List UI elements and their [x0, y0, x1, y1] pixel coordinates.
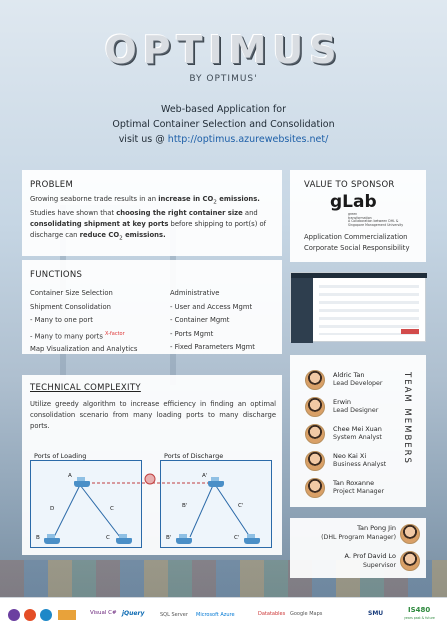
- avatar: [305, 478, 325, 498]
- glab-logo: [330, 192, 404, 228]
- smu-logo: SMU: [368, 610, 384, 617]
- function-item: Shipment Consolidation: [30, 302, 111, 311]
- tech-logo-icon: [40, 609, 52, 621]
- glab-caption-line: transformation: [348, 215, 372, 220]
- function-item: - Many to many ports: [30, 331, 103, 340]
- xfactor-badge: X-factor: [105, 330, 125, 337]
- node-label-b-prime-mid: B': [182, 503, 188, 509]
- azure-logo: Microsoft Azure: [196, 612, 235, 618]
- problem-emphasis-4: reduce CO: [79, 231, 120, 240]
- problem-emphasis-2: choosing the right container size: [116, 209, 243, 218]
- headline-line-1: Web-based Application for: [161, 104, 286, 115]
- member-role: System Analyst: [333, 434, 382, 441]
- co2-subscript: 2: [213, 199, 217, 206]
- team-members-title: TEAM MEMBERS: [402, 372, 412, 465]
- tech-logo-icon: [8, 609, 20, 621]
- glab-caption-line: green: [348, 212, 358, 216]
- problem-text-2c: and: [242, 209, 258, 218]
- function-item: - Many to one port: [30, 316, 93, 324]
- avatar: [305, 370, 325, 390]
- function-item: - Ports Mgmt: [170, 329, 214, 338]
- supervisor: [296, 552, 396, 569]
- visual-csharp-logo: Visual C#: [90, 610, 117, 616]
- jquery-logo: jQuery: [122, 610, 145, 617]
- app-screenshot: [290, 272, 426, 342]
- node-label-c: C: [106, 535, 110, 541]
- tech-logo-icon: [24, 609, 36, 621]
- function-item: Administrative: [170, 289, 220, 297]
- supervisor-role: Supervisor: [362, 562, 396, 569]
- loading-label: Ports of Loading: [34, 452, 87, 460]
- problem-emphasis-4b: emissions.: [122, 231, 166, 240]
- function-item: Container Size Selection: [30, 289, 113, 297]
- glab-caption-line: Singapore Management University: [348, 222, 404, 227]
- function-item: - Container Mgmt: [170, 316, 230, 324]
- functions-right-column: [170, 287, 255, 355]
- node-label-b: B: [36, 535, 40, 541]
- member-role: Lead Developer: [333, 380, 383, 387]
- supervisor-role: (DHL Program Manager): [321, 534, 396, 541]
- supervisor-name: Tan Pong Jin: [357, 524, 396, 532]
- problem-text-4: discharge can: [30, 231, 80, 240]
- is480-logo: IS480: [408, 606, 431, 614]
- node-label-a-prime: A': [202, 473, 208, 479]
- problem-emphasis-3: consolidating shipment at key ports: [30, 220, 169, 229]
- problem-text: [30, 194, 280, 245]
- glab-caption: [348, 213, 408, 227]
- discharge-label: Ports of Discharge: [164, 452, 224, 460]
- ship-icon: [116, 538, 132, 544]
- node-label-c-mid: C: [110, 506, 114, 512]
- member-name: Tan Roxanne: [333, 479, 375, 487]
- problem-panel: [22, 170, 282, 256]
- google-maps-logo: Google Maps: [290, 611, 323, 617]
- node-label-a: A: [68, 473, 72, 479]
- glab-wordmark: gLab: [330, 192, 377, 212]
- glab-caption-line: A Collaboration between DHL &: [348, 219, 399, 224]
- function-item: - User and Access Mgmt: [170, 302, 253, 311]
- sponsor-value: Corporate Social Responsibility: [304, 244, 410, 252]
- functions-panel: [22, 260, 282, 354]
- datatables-logo: Datatables: [258, 611, 286, 617]
- tech-logo-icon: [58, 610, 76, 620]
- function-item: - Fixed Parameters Mgmt: [170, 343, 255, 351]
- node-label-c-prime-mid: C': [238, 503, 244, 509]
- member-role: Business Analyst: [333, 461, 387, 468]
- supervisor: [296, 524, 396, 541]
- avatar: [305, 424, 325, 444]
- logo-wordmark: OPTIMUS: [104, 28, 343, 72]
- complexity-text: Utilize greedy algorithm to increase efficiency in finding an optimal consolidation scenario from many loading ports to many discharge ports.: [30, 400, 276, 430]
- sponsor-value: Application Commercialization: [304, 233, 408, 241]
- function-item-with-badge: [30, 328, 137, 344]
- sponsor-values: [304, 232, 409, 254]
- footer-logo-strip: [0, 597, 447, 634]
- node-label-c-prime: C': [234, 535, 240, 541]
- sponsor-title: VALUE TO SPONSOR: [304, 180, 395, 190]
- avatar: [305, 451, 325, 471]
- complexity-title: TECHNICAL COMPLEXITY: [30, 383, 141, 393]
- function-item: Map Visualization and Analytics: [30, 345, 138, 354]
- problem-title: PROBLEM: [30, 180, 74, 190]
- ship-icon: [176, 538, 192, 544]
- sql-server-logo: SQL Server: [160, 612, 188, 618]
- app-screenshot-button: [401, 329, 419, 334]
- member-name: Chee Mei Xuan: [333, 425, 382, 433]
- problem-emphasis-1: increase in CO: [158, 195, 214, 203]
- member-role: Project Manager: [333, 488, 385, 495]
- node-label-d: D: [50, 506, 55, 512]
- functions-left-column: [30, 287, 137, 357]
- member-name: Erwin: [333, 398, 352, 406]
- consolidation-diagram-lines: [22, 375, 282, 555]
- functions-title: FUNCTIONS: [30, 270, 83, 280]
- ship-icon: [208, 481, 224, 487]
- ship-icon: [74, 481, 90, 487]
- logo: [0, 28, 447, 84]
- member-role: Lead Designer: [333, 407, 379, 414]
- avatar: [400, 551, 420, 571]
- avatar: [305, 397, 325, 417]
- visit-prefix: visit us @: [118, 134, 168, 145]
- problem-text-2: Studies have shown that: [30, 209, 117, 218]
- app-screenshot-sidebar: [291, 278, 313, 343]
- supervisor-name: A. Prof David Lo: [344, 552, 396, 560]
- member-name: Aldric Tan: [333, 371, 365, 379]
- is480-tagline: years past & future: [404, 616, 435, 620]
- headline: [0, 102, 447, 147]
- ship-icon: [44, 538, 60, 544]
- avatar: [400, 524, 420, 544]
- problem-text-1: Growing seaborne trade results in an: [30, 195, 159, 203]
- member-name: Neo Kai Xi: [333, 452, 367, 460]
- co2-subscript: 2: [119, 235, 123, 242]
- app-screenshot-content: [319, 285, 419, 335]
- complexity-panel: [22, 375, 282, 555]
- logo-byline: BY OPTIMUS': [189, 74, 258, 84]
- node-label-b-prime: B': [166, 535, 172, 541]
- ship-icon: [244, 538, 260, 544]
- sponsor-panel: [290, 170, 426, 262]
- visit-line: [0, 132, 447, 147]
- problem-text-3b: before shipping to port(s) of: [168, 220, 267, 229]
- headline-line-2: Optimal Container Selection and Consolidation: [112, 119, 335, 130]
- problem-emphasis-1b: emissions.: [216, 195, 260, 203]
- website-link[interactable]: http://optimus.azurewebsites.net/: [167, 134, 329, 145]
